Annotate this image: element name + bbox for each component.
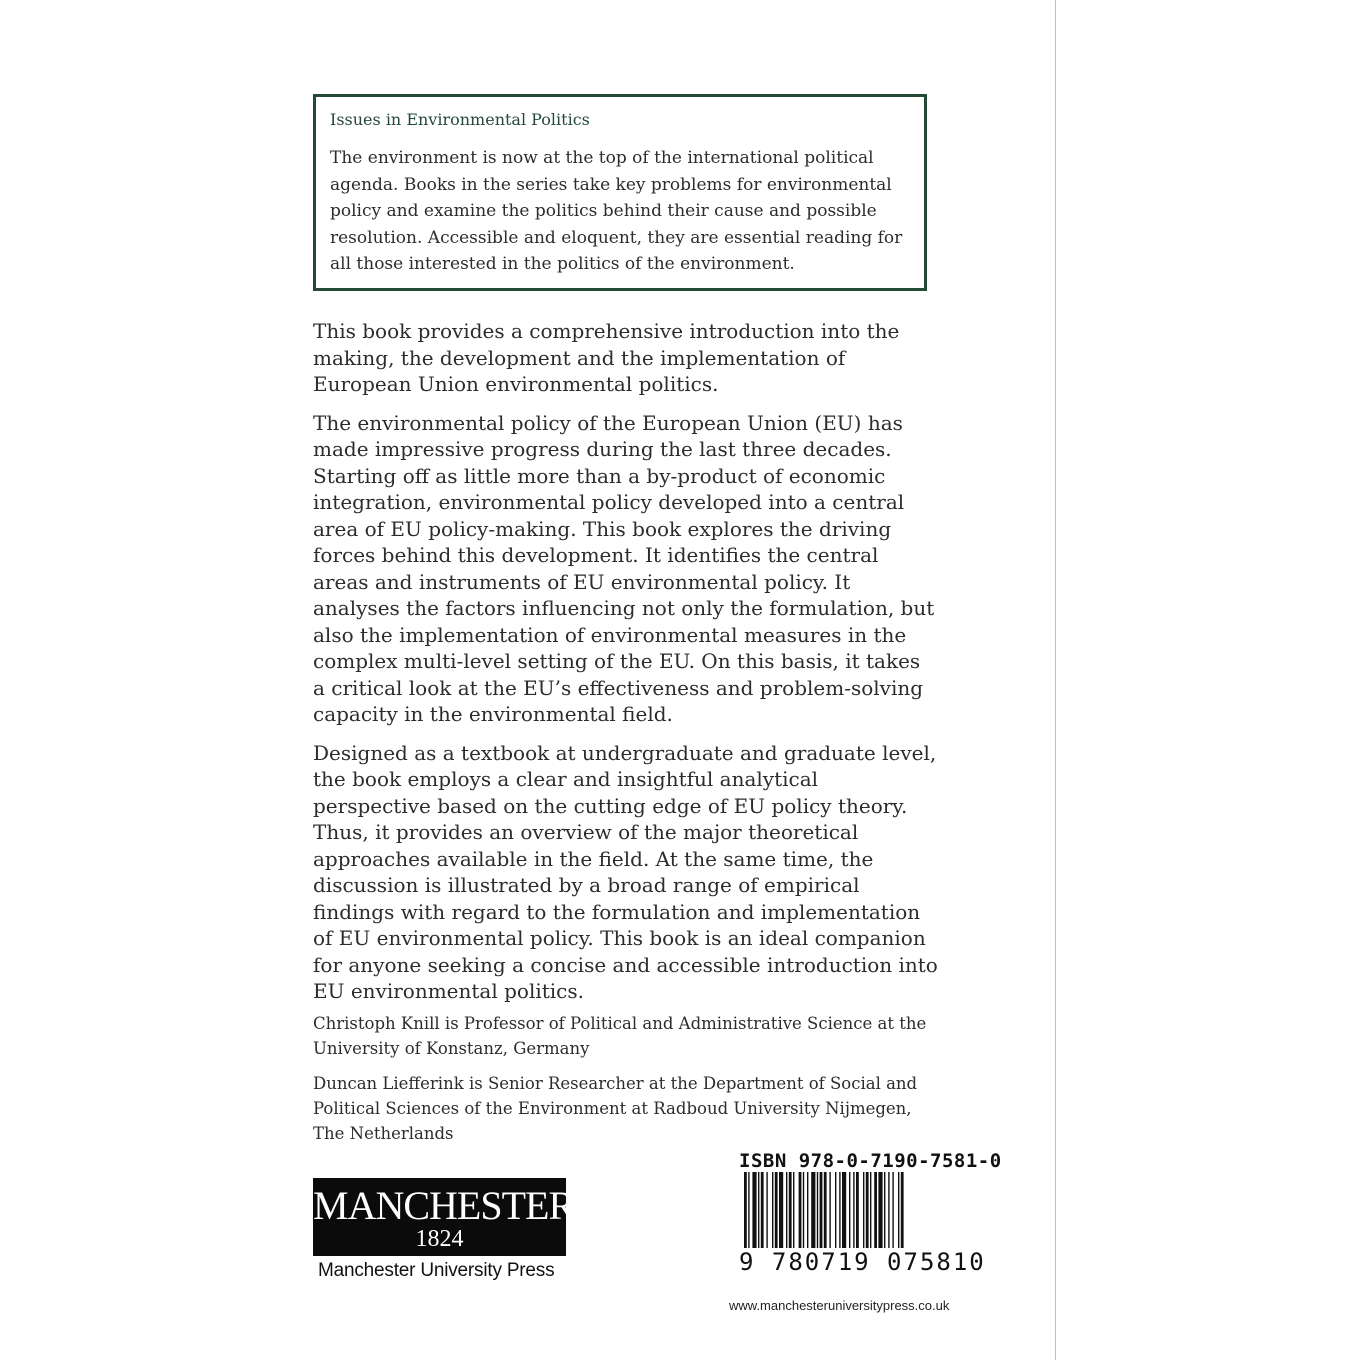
logo-wordmark: MANCHESTER <box>313 1183 575 1228</box>
publisher-name: Manchester University Press <box>318 1260 555 1281</box>
logo-year: 1824 <box>415 1226 464 1252</box>
spine-divider-line <box>1055 0 1056 1360</box>
barcode-digits: 9 780719 075810 <box>739 1248 986 1276</box>
series-info-box <box>313 94 927 291</box>
author-bio-liefferink: Duncan Liefferink is Senior Researcher at the Department of Social and Political Sciences of the Environment at Radboud University Nijmegen, The Netherlands <box>313 1074 918 1143</box>
barcode-icon <box>738 1172 960 1248</box>
publisher-logo <box>313 1178 575 1256</box>
author-bio-knill: Christoph Knill is Professor of Political and Administrative Science at the University of Konstanz, Germany <box>313 1014 927 1058</box>
publisher-website: www.manchesteruniversitypress.co.uk <box>729 1298 950 1313</box>
series-title: Issues in Environmental Politics <box>330 110 590 129</box>
description-paragraph-3: Designed as a textbook at undergraduate and graduate level, the book employs a clear and insightful analytical perspective based on the cutting edge of EU policy theory. Thus, it provides an overview of the major theoretical approaches available in the field. At the same time, the discussion is illustrated by a broad range of empirical findings with regard to the formulation and implementation of EU environmental policy. This book is an ideal companion for anyone seeking a concise and accessible introduction into EU environmental politics. <box>313 740 938 1003</box>
description-paragraph-2: The environmental policy of the European Union (EU) has made impressive progress during the last three decades. Starting off as little more than a by-product of economic integration, environmental policy developed into a central area of EU policy-making. This book explores the driving forces behind this development. It identifies the central areas and instruments of EU environmental policy. It analyses the factors influencing not only the formulation, but also the implementation of environmental measures in the complex multi-level setting of the EU. On this basis, it takes a critical look at the EU’s effectiveness and problem-solving capacity in the environmental field. <box>313 410 935 726</box>
author-bios <box>313 1011 933 1156</box>
isbn-label: ISBN 978-0-7190-7581-0 <box>739 1150 1002 1172</box>
series-description: The environment is now at the top of the international political agenda. Books in the series take key problems for environmental policy and examine the politics behind their cause and possible resolution. Accessible and eloquent, they are essential reading for all those interested in the politics of the environment. <box>330 148 903 275</box>
description-paragraph-1: This book provides a comprehensive introduction into the making, the development and the implementation of European Union environmental politics. <box>313 319 900 396</box>
book-description <box>313 318 938 1017</box>
